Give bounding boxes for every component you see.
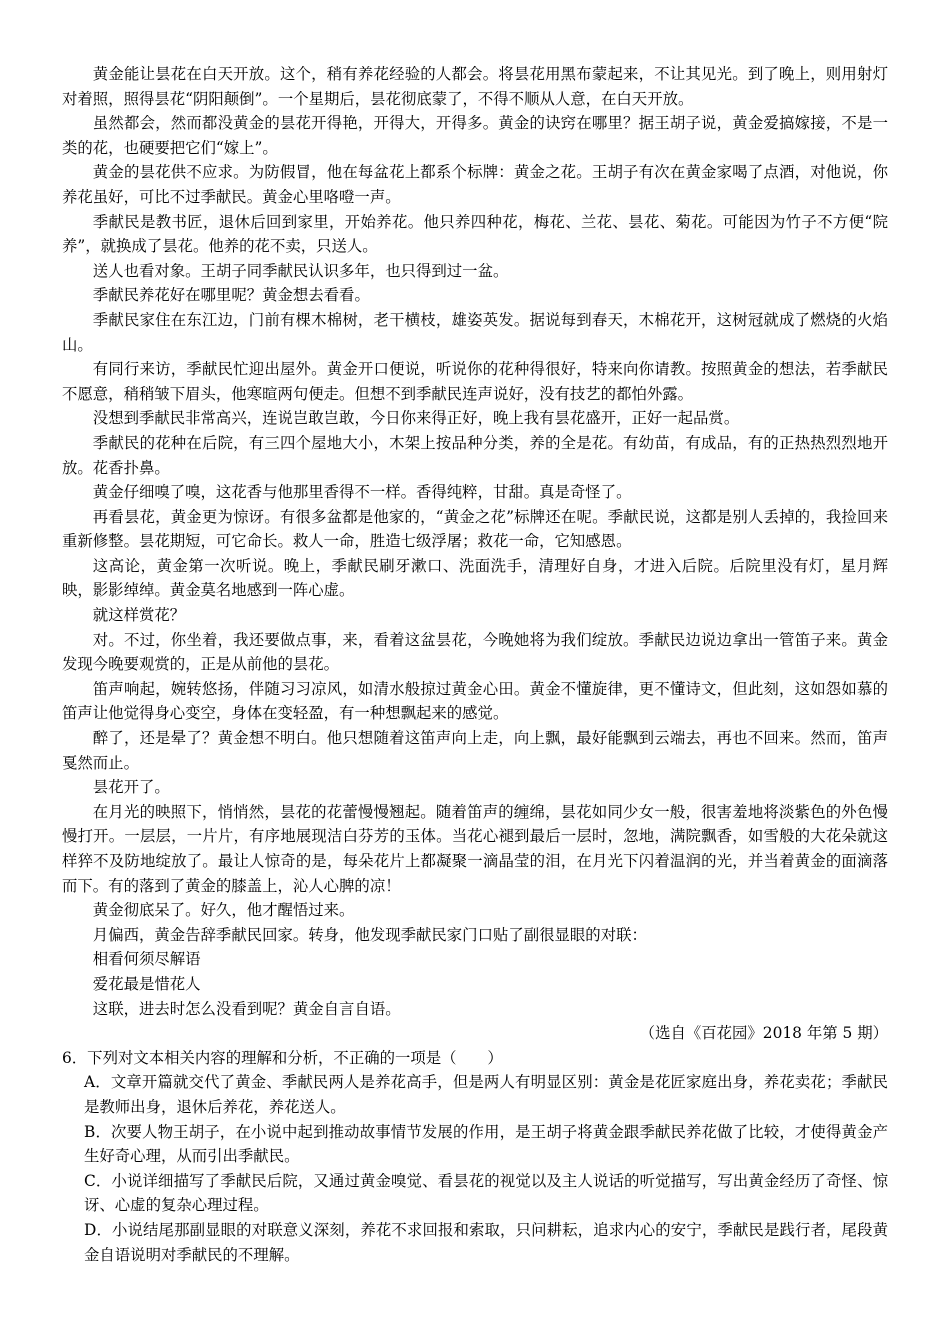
question-block (62, 1046, 888, 1267)
story-paragraph: 就这样赏花？ (92, 606, 186, 625)
story-paragraph: 有同行来访，季献民忙迎出屋外。黄金开口便说，听说你的花种得很好，特来向你请教。按照黄金的想法，若季献民不愿意，稍稍皱下眉头，他寒暄两句便走。但想不到季献民连声说好，没有技艺的都怕外露。 (62, 360, 888, 403)
question-stem: 6．下列对文本相关内容的理解和分析，不正确的一项是（ ） (62, 1048, 503, 1067)
option-b: B．次要人物王胡子，在小说中起到推动故事情节发展的作用，是王胡子将黄金跟季献民养花做了比较，才使得黄金产生好奇心理，从而引出季献民。 (84, 1122, 888, 1166)
story-paragraph: 没想到季献民非常高兴，连说岂敢岂敢，今日你来得正好，晚上我有昙花盛开，正好一起品赏。 (92, 409, 740, 428)
story-paragraph: 笛声响起，婉转悠扬，伴随习习凉风，如清水般掠过黄金心田。黄金不懂旋律，更不懂诗文，但此刻，这如怨如慕的笛声让他觉得身心变空，身体在变轻盈，有一种想飘起来的感觉。 (62, 679, 888, 723)
story-paragraph: 季献民的花种在后院，有三四个屋地大小，木架上按品种分类，养的全是花。有幼苗，有成品，有的正热热烈烈地开放。花香扑鼻。 (62, 433, 888, 477)
option-c: C．小说详细描写了季献民后院，又通过黄金嗅觉、看昙花的视觉以及主人说话的听觉描写，写出黄金经历了奇怪、惊讶、心虚的复杂心理过程。 (84, 1171, 888, 1215)
story-paragraph: 这高论，黄金第一次听说。晚上，季献民刷牙漱口、洗面洗手，清理好自身，才进入后院。后院里没有灯，星月辉映，影影绰绰。黄金莫名地感到一阵心虚。 (62, 556, 888, 600)
story-paragraph: 季献民养花好在哪里呢？黄金想去看看。 (92, 286, 370, 305)
story-paragraph: 昙花开了。 (92, 778, 170, 797)
story-paragraph: 虽然都会，然而都没黄金的昙花开得艳，开得大，开得多。黄金的诀窍在哪里？据王胡子说，黄金爱搞嫁接，不是一类的花，也硬要把它们“嫁上”。 (62, 114, 888, 157)
story-paragraph: 送人也看对象。王胡子同季献民认识多年，也只得到过一盆。 (92, 261, 509, 280)
option-d: D．小说结尾那副显眼的对联意义深刻，养花不求回报和索取，只问耕耘，追求内心的安宁，季献民是践行者，尾段黄金自语说明对季献民的不理解。 (84, 1220, 888, 1264)
story-paragraph: 黄金的昙花供不应求。为防假冒，他在每盆花上都系个标牌：黄金之花。王胡子有次在黄金家喝了点酒，对他说，你养花虽好，可比不过季献民。黄金心里咯噔一声。 (62, 163, 888, 206)
story-paragraph: 在月光的映照下，悄悄然，昙花的花蕾慢慢翘起。随着笛声的缠绵，昙花如同少女一般，很害羞地将淡紫色的外色慢慢打开。一层层，一片片，有序地展现洁白芬芳的玉体。当花心褪到最后一层时，忽地，满院飘香，如雪般的大花朵就这样猝不及防地绽放了。最让人惊奇的是，每朵花片上都凝聚一滴晶莹的泪，在月光下闪着温润的光，并当着黄金的面滴落而下。有的落到了黄金的膝盖上，沁人心脾的凉！ (62, 802, 888, 895)
story-paragraph: 黄金能让昙花在白天开放。这个，稍有养花经验的人都会。将昙花用黑布蒙起来，不让其见光。到了晚上，则用射灯对着照，照得昙花“阴阳颠倒”。一个星期后，昙花彻底蒙了，不得不顺从人意，在白天开放。 (62, 65, 888, 108)
story-paragraph: 月偏西，黄金告辞季献民回家。转身，他发现季献民家门口贴了副很显眼的对联： (92, 925, 647, 944)
couplet-line: 相看何须尽解语 (92, 950, 201, 969)
couplet-line: 爱花最是惜花人 (92, 974, 201, 993)
story-body (62, 62, 888, 1046)
option-a: A．文章开篇就交代了黄金、季献民两人是养花高手，但是两人有明显区别：黄金是花匠家庭出身，养花卖花；季献民是教师出身，退休后养花，养花送人。 (84, 1073, 888, 1116)
source-citation: （选自《百花园》2018 年第 5 期） (639, 1024, 888, 1043)
story-paragraph: 醉了，还是晕了？黄金想不明白。他只想随着这笛声向上走，向上飘，最好能飘到云端去，再也不回来。然而，笛声戛然而止。 (62, 729, 888, 772)
story-paragraph: 季献民是教书匠，退休后回到家里，开始养花。他只养四种花，梅花、兰花、昙花、菊花。可能因为竹子不方便“院养”，就换成了昙花。他养的花不卖，只送人。 (62, 212, 888, 256)
story-paragraph: 黄金彻底呆了。好久，他才醒悟过来。 (92, 901, 355, 920)
story-paragraph: 季献民家住在东江边，门前有棵木棉树，老干横枝，雄姿英发。据说每到春天，木棉花开，这树冠就成了燃烧的火焰山。 (62, 310, 888, 354)
story-paragraph: 再看昙花，黄金更为惊讶。有很多盆都是他家的，“黄金之花”标牌还在呢。季献民说，这都是别人丢掉的，我捡回来重新修整。昙花期短，可它命长。救人一命，胜造七级浮屠；救花一命，它知感恩。 (62, 507, 888, 551)
document-page (62, 62, 888, 1267)
story-paragraph: 这联，进去时怎么没看到呢？黄金自言自语。 (92, 999, 401, 1018)
story-paragraph: 对。不过，你坐着，我还要做点事，来，看着这盆昙花，今晚她将为我们绽放。季献民边说边拿出一管笛子来。黄金发现今晚要观赏的，正是从前他的昙花。 (62, 630, 888, 674)
story-paragraph: 黄金仔细嗅了嗅，这花香与他那里香得不一样。香得纯粹，甘甜。真是奇怪了。 (92, 483, 632, 502)
